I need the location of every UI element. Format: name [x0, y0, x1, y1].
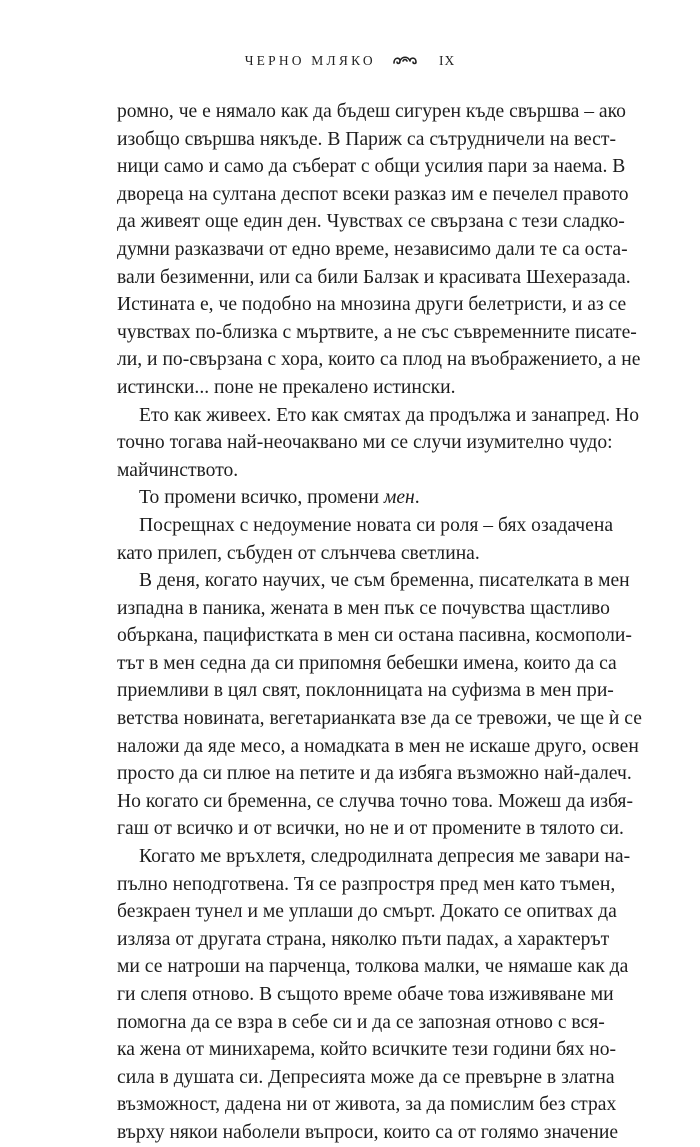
text-line: ми се натроши на парченца, толкова малки, че нямаше как да [117, 956, 629, 978]
text-line: като прилеп, събуден от слънчева светлина. [117, 542, 480, 564]
text-line: върху някои наболели въпроси, които са от голямо значение [117, 1121, 619, 1143]
text-line: сила в душата си. Депресията може да се превърне в златна [117, 1066, 615, 1088]
text-line: гаш от всичко и от всички, но не и от промените в тялото си. [117, 818, 624, 840]
running-title: ЧЕРНО МЛЯКО [244, 53, 376, 68]
paragraph [117, 567, 642, 843]
text-line: точно тогава най-неочаквано ми се случи изумително чудо: [117, 432, 613, 454]
text-line: чувствах по-близка с мъртвите, а не със съвременните писате- [117, 321, 637, 343]
text-line: ли, и по-свързана с хора, които са плод на въображението, а не [117, 349, 641, 371]
text-line [117, 484, 599, 512]
text-line: Когато ме връхлетя, следродилната депресия ме завари на- [139, 846, 631, 868]
paragraph [117, 512, 614, 567]
paragraph [117, 402, 640, 485]
text-line: двореца на султана деспот всеки разказ им е печелел правото [117, 183, 629, 205]
paragraph [117, 484, 599, 512]
text-run: . [414, 487, 420, 509]
text-line: майчинството. [117, 459, 239, 481]
text-run: То промени всичко, промени [139, 487, 384, 509]
emphasis-text: мен [383, 487, 415, 509]
text-line: истински... поне не прекалено истински. [117, 376, 456, 398]
text-line: приемливи в цял свят, поклонницата на суфизма в мен при- [117, 680, 614, 702]
text-line: изобщо свършва някъде. В Париж са сътрудничели на вест- [117, 128, 616, 150]
body-text [117, 98, 642, 1147]
text-line: объркана, пацифистката в мен си остана пасивна, космополи- [117, 625, 632, 647]
paragraph [117, 98, 641, 402]
text-line: пълно неподготвена. Тя се разпростря пред мен като тъмен, [117, 873, 616, 895]
text-line: думни разказвачи от едно време, независимо дали те са оста- [117, 238, 628, 260]
text-line: Посрещнах с недоумение новата си роля – бях озадачена [139, 514, 614, 536]
text-line: просто да си плюе на петите и да избяга възможно най-далеч. [117, 763, 632, 785]
text-line: изпадна в паника, жената в мен пък се почувства щастливо [117, 597, 610, 619]
text-line: възможност, дадена ни от живота, за да помислим без страх [117, 1094, 617, 1116]
text-line: Ето как живеех. Ето как смятах да продължа и занапред. Но [139, 404, 640, 426]
page-number: IX [439, 53, 456, 68]
text-line: изляза от другата страна, няколко пъти падах, а характерът [117, 928, 610, 950]
fleuron-ornament-icon [392, 54, 418, 70]
text-line: ка жена от минихарема, който всичките тези години бях но- [117, 1039, 617, 1061]
text-line: ги слепя отново. В същото време обаче това изживяване ми [117, 984, 614, 1005]
text-line: да живеят още един ден. Чувствах се свързана с тези сладко- [117, 211, 625, 233]
text-line: наложи да яде месо, а номадката в мен не искаше друго, освен [117, 735, 639, 757]
text-line: тът в мен седна да си припомня бебешки имена, които да са [117, 652, 617, 674]
text-line: вали безименни, или са били Балзак и красивата Шехеразада. [117, 266, 631, 288]
text-line: Истината е, че подобно на мнозина други белетристи, и аз се [117, 294, 627, 316]
text-line: ветства новината, вегетарианката взе да се тревожи, че ще ѝ се [117, 708, 642, 730]
text-line: безкраен тунел и ме уплаши до смърт. Докато се опитвах да [117, 901, 617, 923]
text-line: ници само и само да съберат с общи усилия пари за наема. В [117, 156, 626, 178]
running-head [0, 53, 700, 70]
text-line: помогна да се взра в себе си и да се запозная отново с вся- [117, 1011, 605, 1033]
text-line: Но когато си бременна, се случва точно това. Можеш да избя- [117, 790, 633, 812]
paragraph [117, 843, 631, 1147]
text-line: ромно, че е нямало как да бъдеш сигурен къде свършва – ако [117, 101, 626, 122]
text-line: В деня, когато научих, че съм бременна, писателката в мен [139, 570, 630, 592]
